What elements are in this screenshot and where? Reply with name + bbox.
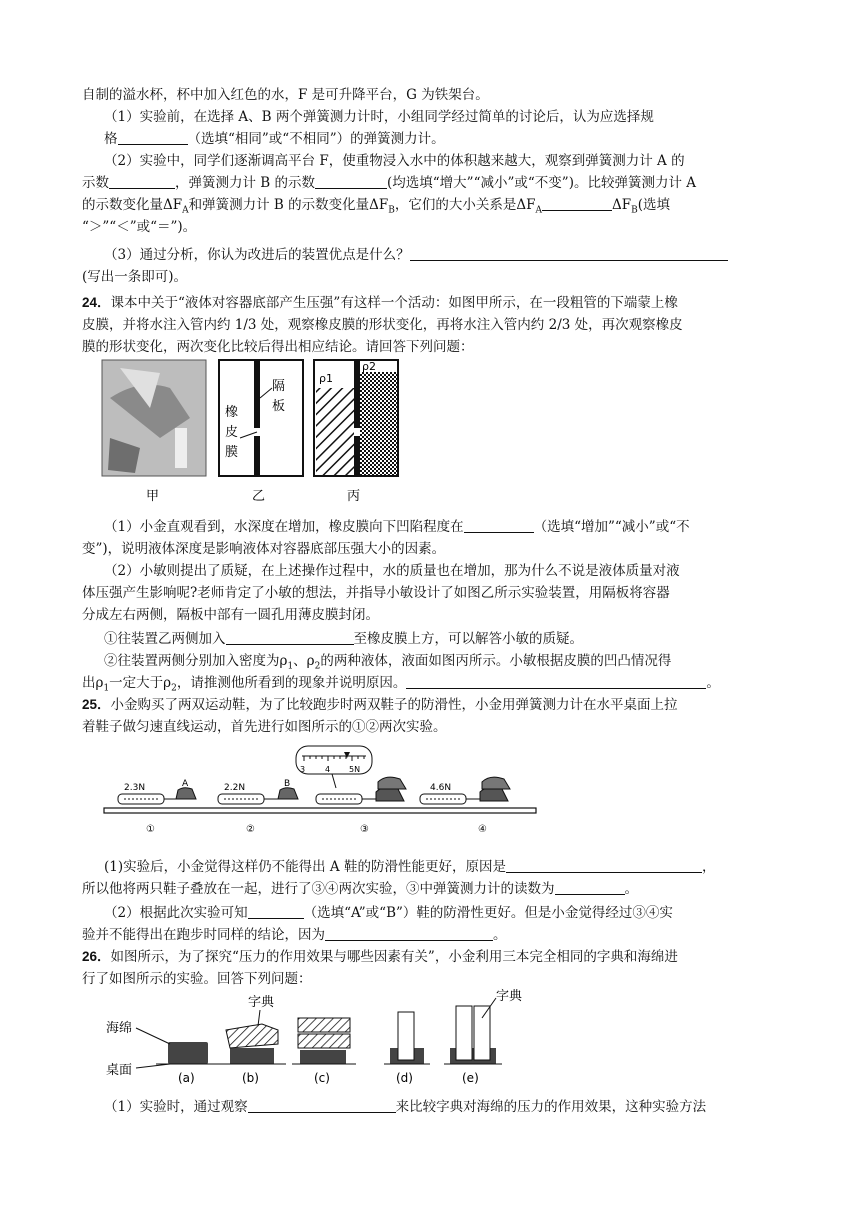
label-desktop: 桌面 xyxy=(106,1063,133,1078)
stacked-shoes-3 xyxy=(376,777,406,801)
setup-b xyxy=(220,1024,286,1064)
setup-d xyxy=(384,1012,430,1064)
q26-part1-line: （1）实验时，通过观察 来比较字典对海绵的压力的作用效果，这种实验方法 xyxy=(104,1099,707,1115)
caption-yi: 乙 xyxy=(252,489,266,504)
answer-blank[interactable] xyxy=(542,196,612,211)
label-ban: 板 xyxy=(272,399,286,414)
exp-label-2: ② xyxy=(246,824,255,835)
tick-3: 3 xyxy=(300,765,306,774)
exp-label-3: ③ xyxy=(360,824,369,835)
figure-25 xyxy=(100,742,540,842)
spring-scale-1 xyxy=(118,794,178,804)
label-shoe-b: B xyxy=(284,779,291,789)
label-ge: 隔 xyxy=(272,379,286,394)
reading-1: 2.3N xyxy=(124,783,146,793)
q24-part2-cont1: 体压强产生影响呢?老师肯定了小敏的想法，并指导小敏设计了如图乙所示实验装置，用隔板将容器 xyxy=(82,585,670,601)
answer-blank[interactable] xyxy=(506,858,702,873)
answer-blank[interactable] xyxy=(248,1098,396,1113)
tick-4: 4 xyxy=(325,765,331,774)
figure-24-drawing xyxy=(100,358,420,508)
answer-blank[interactable] xyxy=(248,904,304,919)
q23-part2-cont3: “＞”“＜”或“＝”)。 xyxy=(82,219,197,235)
q24-part2-cont2: 分成左右两侧，隔板中部有一圆孔用薄皮膜封闭。 xyxy=(82,607,379,623)
answer-blank[interactable] xyxy=(555,880,625,895)
q24-line2: 皮膜，并将水注入管内约 1/3 处，观察橡皮膜的形状变化，再将水注入管内约 2/3 处，再次观察橡皮 xyxy=(82,317,683,333)
table-surface xyxy=(104,808,536,813)
shoe-b xyxy=(278,788,298,799)
caption-a: (a) xyxy=(178,1071,195,1085)
exp-label-1: ① xyxy=(146,824,155,835)
q25-part2-line: （2）根据此次实验可知 （选填“A”或“B”）鞋的防滑性更好。但是小金觉得经过③④实 xyxy=(104,905,673,921)
answer-blank[interactable] xyxy=(406,674,706,689)
stacked-shoes-4 xyxy=(480,777,510,801)
q26-line2: 行了如图所示的实验。回答下列问题： xyxy=(82,971,312,987)
q23-part2-line: （2）实验中，同学们逐渐调高平台 F，使重物浸入水中的体积越来越大，观察到弹簧测力计 A 的 xyxy=(104,153,685,169)
photo-jia xyxy=(102,360,206,476)
q24-line3: 膜的形状变化，两次变化比较后得出相应结论。请回答下列问题： xyxy=(82,339,474,355)
answer-blank[interactable] xyxy=(325,926,493,941)
label-dictionary-1: 字典 xyxy=(248,995,275,1010)
q26-line1: 26．如图所示，为了探究“压力的作用效果与哪些因素有关”，小金利用三本完全相同的字典和海绵进 xyxy=(82,949,678,965)
setup-e xyxy=(444,1006,502,1064)
q25-line2: 着鞋子做匀速直线运动，首先进行如图所示的①②两次实验。 xyxy=(82,719,447,735)
q24-sub1-line: ①往装置乙两侧加入 至橡皮膜上方，可以解答小敏的质疑。 xyxy=(104,631,583,647)
figure-26 xyxy=(100,988,560,1088)
caption-bing: 丙 xyxy=(347,489,361,504)
q23-part3-line: （3）通过分析，你认为改进后的装置优点是什么？ xyxy=(104,244,804,266)
q24-line1: 24．课本中关于“液体对容器底部产生压强”有这样一个活动：如图甲所示，在一段粗管的下端蒙上橡 xyxy=(82,295,678,311)
q25-part2-cont: 验并不能得出在跑步时同样的结论，因为 。 xyxy=(82,927,507,943)
caption-c: (c) xyxy=(314,1071,330,1085)
label-mo: 膜 xyxy=(225,445,239,460)
q23-part1-cont: 格 （选填“相同”或“不相同”）的弹簧测力计。 xyxy=(104,131,445,147)
q24-sub2-line: ②往装置两侧分别加入密度为$\rho_1$、$\rho_2$的两种液体，液面如图丙所示。小敏根据皮膜的凹凸情况得 xyxy=(104,653,672,672)
spring-scale-2 xyxy=(218,794,280,804)
q25-part1-cont: 所以他将两只鞋子叠放在一起，进行了③④两次实验，③中弹簧测力计的读数为 。 xyxy=(82,881,638,897)
q25-part1-line: (1)实验后，小金觉得这样仍不能得出 A 鞋的防滑性能更好，原因是 ， xyxy=(104,859,716,875)
q23-part2-cont2: 的示数变化量$\Delta F_A$和弹簧测力计 B 的示数变化量$\Delta F_B$，它们的大小关系是$\Delta F_A$ $\Delta F_B$(选填 xyxy=(82,197,671,216)
q25-line1: 25．小金购买了两双运动鞋，为了比较跑步时两双鞋子的防滑性，小金用弹簧测力计在水平桌面上拉 xyxy=(82,697,678,713)
label-dictionary-2: 字典 xyxy=(496,989,523,1004)
caption-d: (d) xyxy=(396,1071,413,1085)
label-sponge: 海绵 xyxy=(106,1021,133,1036)
q23-part3-cont: (写出一条即可)。 xyxy=(82,269,188,285)
exp-label-4: ④ xyxy=(478,824,487,835)
q24-part2-line: （2）小敏则提出了质疑，在上述操作过程中，水的质量也在增加，那为什么不说是液体质量对液 xyxy=(104,563,680,579)
answer-blank[interactable] xyxy=(464,518,534,533)
q23-part1-line: （1）实验前，在选择 A、B 两个弹簧测力计时，小组同学经过简单的讨论后，认为应选择规 xyxy=(104,109,654,125)
figure-26-drawing xyxy=(100,988,560,1088)
q23-part2-cont1: 示数 ，弹簧测力计 B 的示数 (均选填“增大”“减小”或“不变”)。比较弹簧测力计 A xyxy=(82,175,696,191)
spring-scale-3 xyxy=(316,794,376,804)
q24-part1-cont: 变”)，说明液体深度是影响液体对容器底部压强大小的因素。 xyxy=(82,541,446,557)
label-rho1: ρ1 xyxy=(319,372,333,385)
reading-2: 2.2N xyxy=(224,783,246,793)
setup-a-sponge xyxy=(156,1042,220,1064)
spring-scale-4 xyxy=(420,794,480,804)
figure-25-drawing xyxy=(100,742,540,842)
shoe-a xyxy=(176,788,196,799)
reading-4: 4.6N xyxy=(430,783,452,793)
q24-part1-line: （1）小金直观看到，水深度在增加，橡皮膜向下凹陷程度在 （选填“增加”“减小”或“不 xyxy=(104,519,690,535)
label-shoe-a: A xyxy=(182,779,189,789)
q23-intro-line: 自制的溢水杯，杯中加入红色的水，F 是可升降平台，G 为铁架台。 xyxy=(82,87,489,103)
answer-blank[interactable] xyxy=(118,130,188,145)
scale-zoom-bubble xyxy=(296,746,372,788)
setup-c xyxy=(292,1018,356,1064)
answer-blank[interactable] xyxy=(109,174,175,189)
answer-blank[interactable] xyxy=(315,174,387,189)
label-xiang: 橡 xyxy=(225,405,239,420)
label-pi: 皮 xyxy=(225,425,239,440)
tick-5n: 5N xyxy=(349,765,361,774)
caption-b: (b) xyxy=(242,1071,259,1085)
answer-blank[interactable] xyxy=(410,246,728,261)
caption-e: (e) xyxy=(462,1071,479,1085)
caption-jia: 甲 xyxy=(146,489,160,504)
figure-24 xyxy=(100,358,420,508)
q24-sub2-cont: 出$\rho_1$一定大于$\rho_2$，请推测他所看到的现象并说明原因。 。 xyxy=(82,675,720,694)
answer-blank[interactable] xyxy=(226,630,354,645)
label-rho2: ρ2 xyxy=(362,360,376,373)
